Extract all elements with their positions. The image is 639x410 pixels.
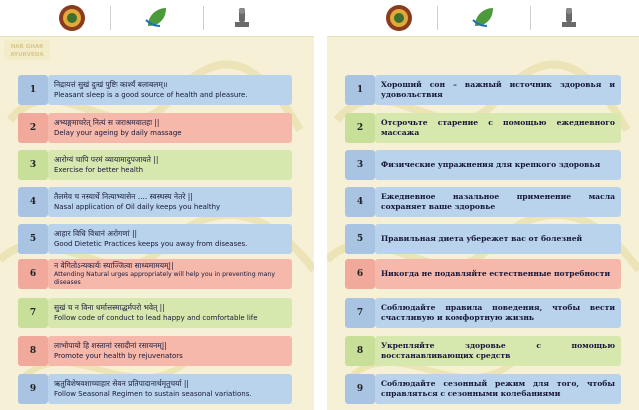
item-text-box bbox=[375, 298, 621, 328]
leaf-campaign-logo bbox=[468, 3, 498, 33]
sanskrit-verse: सुखं च न विना धर्मात्तस्माद्धर्मपरो भवेत् || bbox=[54, 303, 165, 312]
item-number: 4 bbox=[345, 187, 375, 217]
list-item bbox=[0, 224, 314, 254]
national-emblem-logo bbox=[554, 3, 584, 33]
list-item bbox=[327, 259, 639, 289]
item-text-box bbox=[48, 224, 292, 254]
item-number: 9 bbox=[345, 374, 375, 404]
har-ghar-ayurveda-badge bbox=[4, 40, 50, 60]
list-item bbox=[0, 75, 314, 105]
sanskrit-verse: अभ्यङ्गमाचरेत् नित्यं स जराश्रमवातहा || bbox=[54, 118, 160, 127]
item-text-box bbox=[48, 374, 292, 404]
list-item bbox=[0, 113, 314, 143]
item-number: 3 bbox=[18, 150, 48, 180]
russian-text: Ежедневное назальное применение масла сохраняет ваше здоровье bbox=[381, 192, 615, 211]
item-number: 2 bbox=[18, 113, 48, 143]
item-text-box bbox=[48, 187, 292, 217]
russian-text: Хороший сон – важный источник здоровья и удовольствия bbox=[381, 80, 615, 99]
logo-header bbox=[0, 0, 314, 37]
english-translation: Good Dietetic Practices keeps you away from diseases. bbox=[54, 240, 248, 248]
item-text-box bbox=[48, 259, 292, 289]
item-text-box bbox=[48, 298, 292, 328]
sanskrit-verse: आरोग्यं चापि परमं व्यायामादुपजायते || bbox=[54, 155, 159, 164]
leaf-campaign-logo bbox=[141, 3, 171, 33]
svg-text:HAR GHAR: HAR GHAR bbox=[10, 44, 44, 50]
english-translation: Delay your ageing by daily massage bbox=[54, 129, 182, 137]
russian-text: Правильная диета убережет вас от болезней bbox=[381, 234, 583, 243]
english-translation: Promote your health by rejuvenators bbox=[54, 352, 183, 360]
russian-text: Соблюдайте сезонный режим для того, чтобы справляться с сезонными колебаниями bbox=[381, 379, 615, 398]
item-number: 8 bbox=[18, 336, 48, 366]
item-number: 3 bbox=[345, 150, 375, 180]
item-number: 6 bbox=[345, 259, 375, 289]
list-item bbox=[327, 374, 639, 404]
item-text-box bbox=[48, 75, 292, 105]
item-number: 7 bbox=[18, 298, 48, 328]
item-number: 7 bbox=[345, 298, 375, 328]
list-item bbox=[0, 374, 314, 404]
item-text-box bbox=[48, 336, 292, 366]
item-number: 5 bbox=[345, 224, 375, 254]
sanskrit-verse: तैलमेव च नस्यार्थे नित्याभ्यासेन .... स्वस्थस्य नेतरे || bbox=[54, 192, 193, 201]
russian-text: Укрепляйте здоровье с помощью восстанавливающих средств bbox=[381, 341, 615, 360]
ministry-emblem-logo bbox=[57, 3, 87, 33]
russian-text: Физические упражнения для крепкого здоровья bbox=[381, 160, 601, 169]
list-item bbox=[327, 75, 639, 105]
english-translation: Pleasant sleep is a good source of health and pleasure. bbox=[54, 91, 248, 99]
item-text-box bbox=[48, 113, 292, 143]
list-item bbox=[327, 113, 639, 143]
national-emblem-logo bbox=[227, 3, 257, 33]
ministry-emblem-logo bbox=[384, 3, 414, 33]
list-item bbox=[327, 224, 639, 254]
english-translation: Follow code of conduct to lead happy and comfortable life bbox=[54, 314, 258, 322]
item-number: 9 bbox=[18, 374, 48, 404]
left-poster bbox=[0, 0, 314, 410]
english-translation: Exercise for better health bbox=[54, 166, 144, 174]
item-number: 6 bbox=[18, 259, 48, 289]
item-text-box bbox=[375, 187, 621, 217]
list-item bbox=[0, 187, 314, 217]
item-number: 8 bbox=[345, 336, 375, 366]
item-text-box bbox=[375, 374, 621, 404]
sanskrit-verse: निद्रायत्तं सुखं दुःखं पुष्टिः कार्श्यं बलाबलम्॥ bbox=[54, 80, 168, 89]
sanskrit-verse: न वेगितोऽन्यकार्यः स्याज्जित्वा साध्यमामयम्|| bbox=[54, 261, 174, 270]
item-number: 4 bbox=[18, 187, 48, 217]
sanskrit-verse: लाभोपायो हि शस्तानां रसादीनां रसायनम्|| bbox=[54, 341, 167, 350]
item-text-box bbox=[375, 113, 621, 143]
item-text-box bbox=[375, 150, 621, 180]
list-item bbox=[0, 150, 314, 180]
list-item bbox=[327, 187, 639, 217]
list-item bbox=[0, 259, 314, 289]
item-number: 1 bbox=[345, 75, 375, 105]
list-item bbox=[0, 298, 314, 328]
item-text-box bbox=[375, 336, 621, 366]
english-translation: Nasal application of Oil daily keeps you healthy bbox=[54, 203, 221, 211]
logo-header bbox=[327, 0, 639, 37]
sanskrit-verse: आहार विधि विधानं अरोगणां || bbox=[54, 229, 138, 238]
list-item bbox=[327, 336, 639, 366]
list-item bbox=[0, 336, 314, 366]
svg-text:AYURVEDA: AYURVEDA bbox=[10, 52, 44, 58]
russian-text: Никогда не подавляйте естественные потребности bbox=[381, 269, 611, 278]
russian-text: Соблюдайте правила поведения, чтобы вести счастливую и комфортную жизнь bbox=[381, 303, 615, 322]
list-item bbox=[327, 298, 639, 328]
english-translation: Follow Seasonal Regimen to sustain seasonal variations. bbox=[54, 390, 252, 398]
item-number: 2 bbox=[345, 113, 375, 143]
russian-text: Отсрочьте старение с помощью ежедневного массажа bbox=[381, 118, 615, 137]
sanskrit-verse: ऋतुविशेषवशाच्चाहार सेवन प्रतिपादानार्थमृतुचर्या || bbox=[54, 379, 189, 388]
item-text-box bbox=[375, 259, 621, 289]
list-item bbox=[327, 150, 639, 180]
right-poster bbox=[327, 0, 639, 410]
item-number: 5 bbox=[18, 224, 48, 254]
english-translation: Attending Natural urges appropriately will help you in preventing many diseases bbox=[54, 271, 276, 286]
item-text-box bbox=[375, 75, 621, 105]
item-text-box bbox=[375, 224, 621, 254]
item-number: 1 bbox=[18, 75, 48, 105]
item-text-box bbox=[48, 150, 292, 180]
